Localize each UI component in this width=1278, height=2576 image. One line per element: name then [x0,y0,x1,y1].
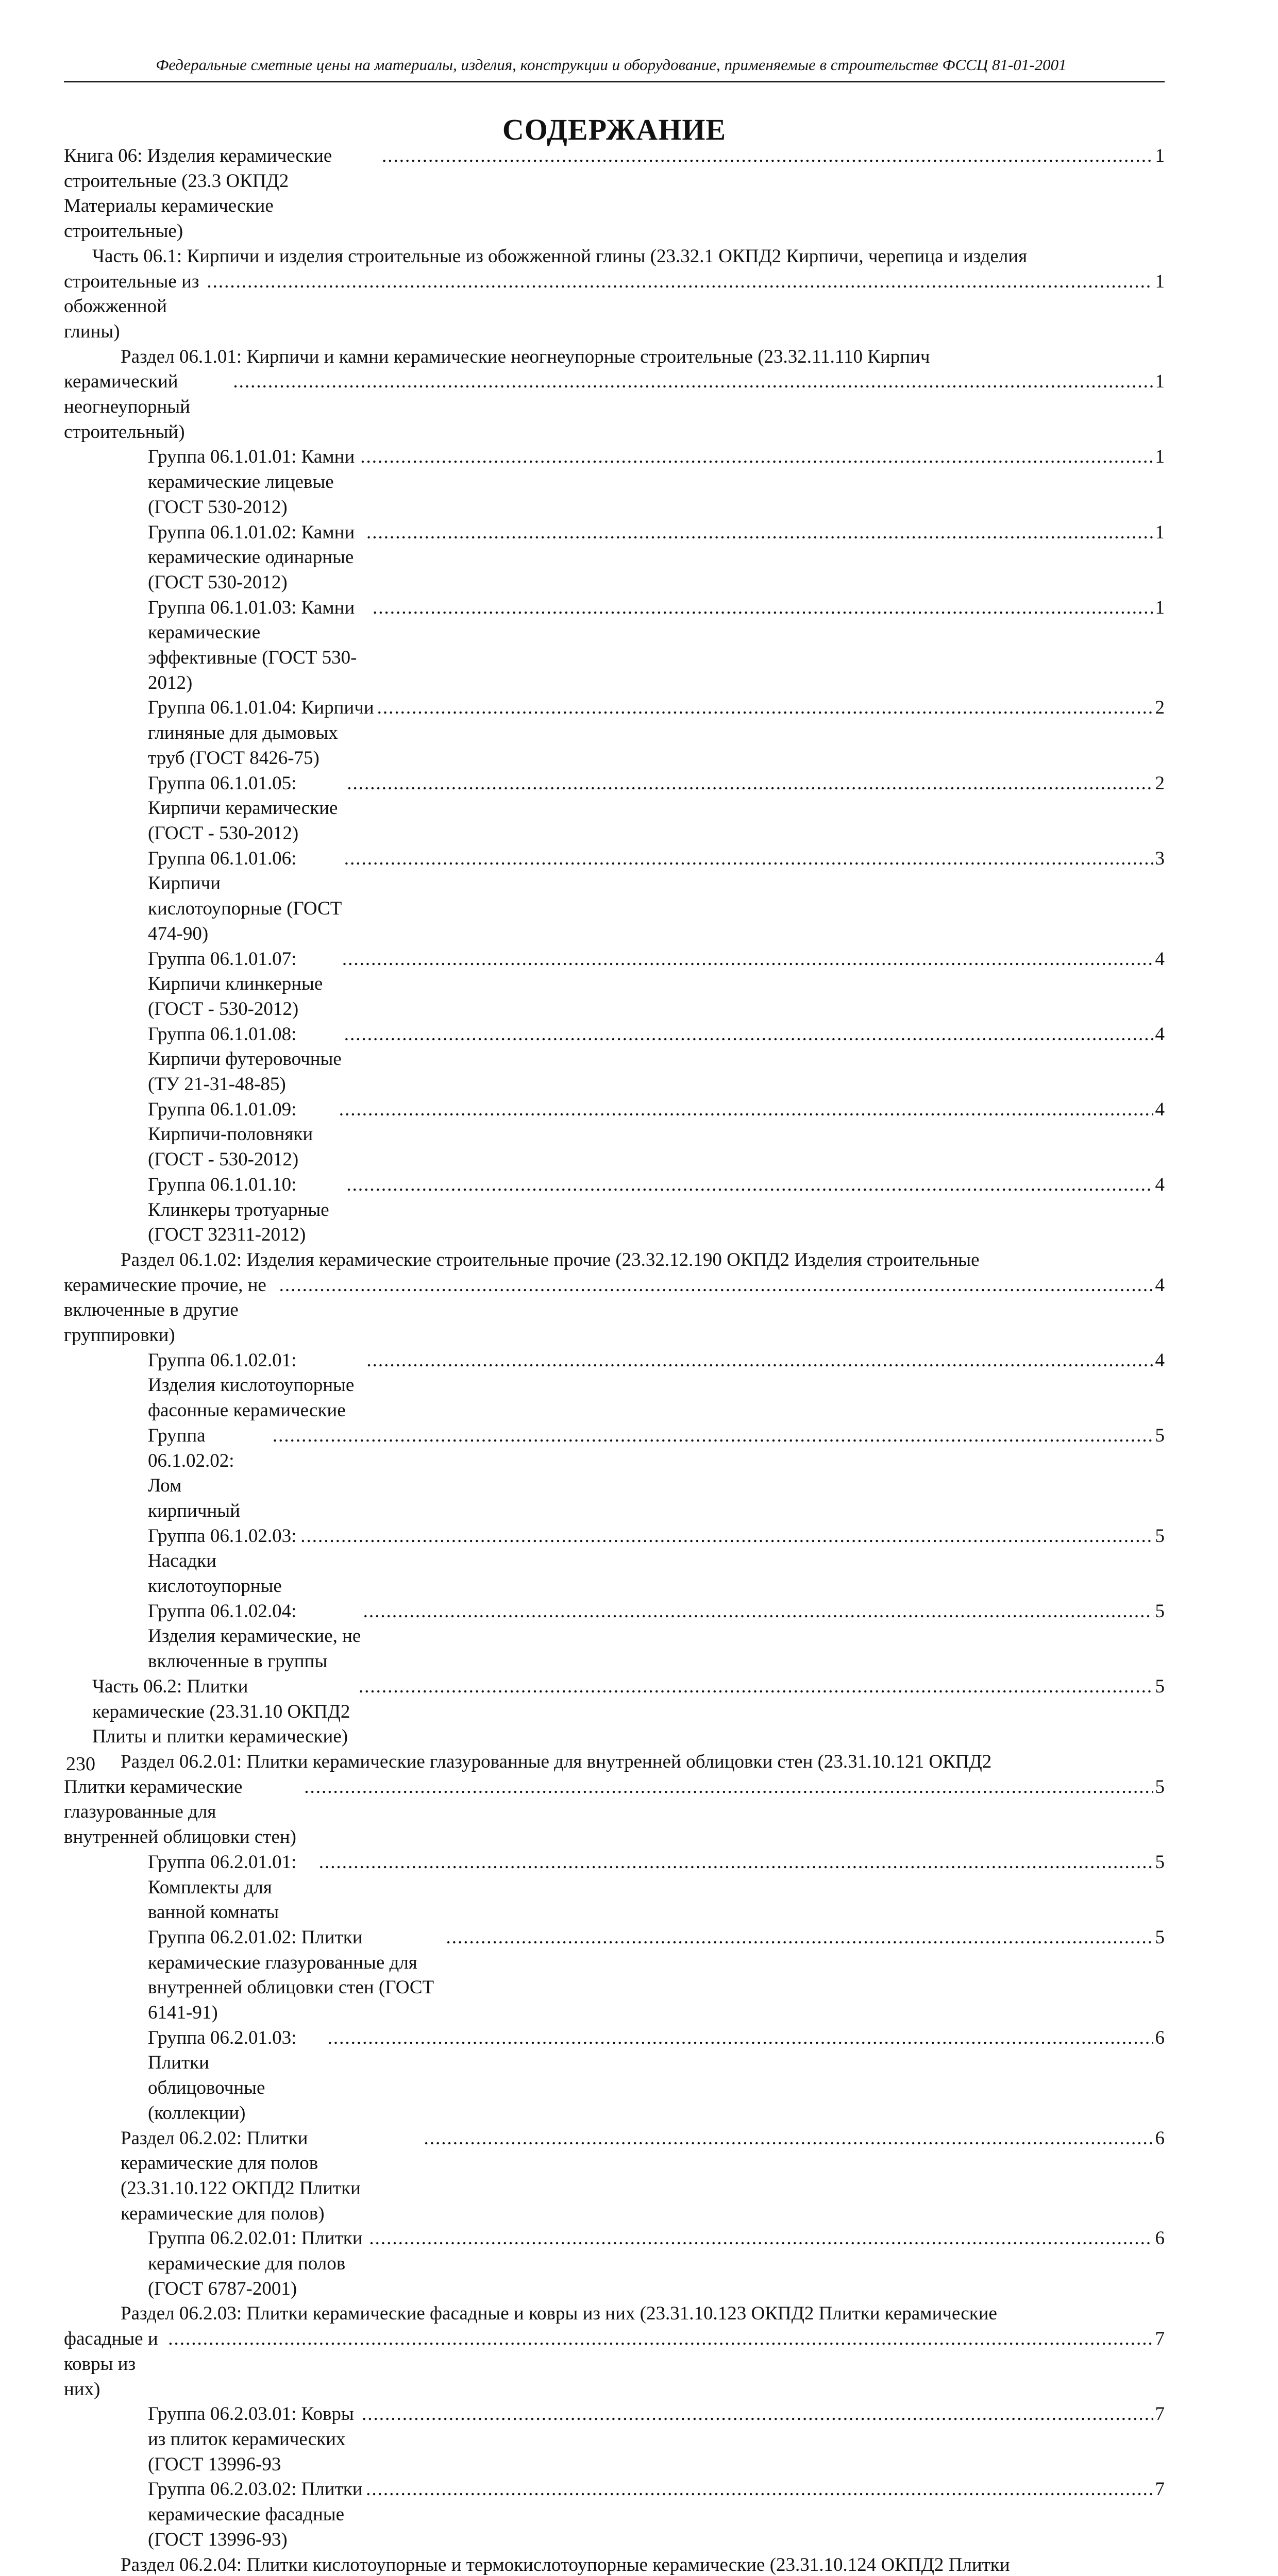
dot-leader [373,596,1153,621]
toc-entry-text: Группа 06.1.02.01: Изделия кислотоупорные фасонные керамические [148,1348,364,1423]
toc-entry-text: Группа 06.2.01.01: Комплекты для ванной комнаты [148,1850,317,1925]
toc-page-number: 6 [1155,2126,1165,2151]
toc-entry[interactable] [64,1097,1165,1173]
toc-entry-text: Раздел 06.2.04: Плитки кислотоупорные и термокислотоупорные керамические (23.31.10.124 ОКПД2 Плитки [121,2553,1010,2576]
toc-entry-text: Группа 06.1.01.06: Кирпичи кислотоупорные (ГОСТ 474-90) [148,846,342,947]
dot-leader [339,1097,1153,1123]
toc-entry[interactable] [64,1173,1165,1248]
toc-page-number: 1 [1155,144,1165,169]
toc-entry-text: Раздел 06.1.02: Изделия керамические строительные прочие (23.32.12.190 ОКПД2 Изделия строительные [121,1248,980,1273]
toc-page-number: 7 [1155,2402,1165,2427]
toc-page-number: 7 [1155,2327,1165,2352]
toc-page-number: 2 [1155,771,1165,796]
toc-entry-text: керамический неогнеупорный строительный) [64,369,231,445]
dot-leader [363,1599,1153,1624]
dot-leader [366,2477,1153,2502]
toc-page-number: 4 [1155,1097,1165,1123]
toc-page-number: 4 [1155,1022,1165,1047]
toc-page-number: 1 [1155,269,1165,295]
toc-entry[interactable] [64,771,1165,846]
toc-entry-text: Группа 06.1.02.03: Насадки кислотоупорные [148,1524,298,1599]
toc-entry-text: Группа 06.1.01.01: Камни керамические лицевые (ГОСТ 530-2012) [148,445,358,520]
toc-page-number: 4 [1155,947,1165,972]
toc-page-number: 3 [1155,846,1165,872]
toc-page-number: 5 [1155,1599,1165,1624]
toc-entry-text: Группа 06.1.02.02: Лом кирпичный [148,1423,271,1524]
toc-entry[interactable] [64,2402,1165,2477]
toc-entry-text: Часть 06.2: Плитки керамические (23.31.10 ОКПД2 Плиты и плитки керамические) [92,1674,357,1750]
toc-page-number: 6 [1155,2226,1165,2251]
toc-page-number: 4 [1155,1273,1165,1298]
toc-entry[interactable] [64,1674,1165,1750]
toc-entry[interactable] [64,947,1165,1022]
toc-entry[interactable] [64,1022,1165,1097]
toc-entry[interactable] [64,144,1165,244]
toc-page-number: 1 [1155,369,1165,395]
toc-entry-text: Часть 06.1: Кирпичи и изделия строительные из обожженной глины (23.32.1 ОКПД2 Кирпичи, черепица и изделия [92,244,1027,269]
dot-leader [424,2126,1153,2151]
dot-leader [344,1022,1153,1047]
dot-leader [300,1524,1153,1549]
toc-page-number: 4 [1155,1348,1165,1374]
toc-entry-text: Раздел 06.2.01: Плитки керамические глазурованные для внутренней облицовки стен (23.31.10.121 ОКПД2 [121,1750,991,1775]
dot-leader [346,1173,1153,1198]
toc-page-number: 5 [1155,1925,1165,1951]
toc-entry[interactable] [64,1348,1165,1423]
toc-page-number: 5 [1155,1423,1165,1449]
toc-entry[interactable] [64,2126,1165,2227]
toc-entry[interactable] [64,2477,1165,2552]
table-of-contents [64,144,1165,2576]
toc-entry-text: Группа 06.2.01.03: Плитки облицовочные (коллекции) [148,2026,326,2126]
toc-entry[interactable] [64,1248,1165,1348]
toc-entry-text: Группа 06.1.01.10: Клинкеры тротуарные (ГОСТ 32311-2012) [148,1173,344,1248]
toc-entry[interactable] [64,596,1165,696]
toc-page-number: 1 [1155,596,1165,621]
dot-leader [359,1674,1153,1700]
toc-entry-text: Группа 06.1.01.03: Камни керамические эффективные (ГОСТ 530-2012) [148,596,371,696]
toc-entry[interactable] [64,696,1165,771]
dot-leader [366,520,1153,546]
toc-entry-text: Группа 06.1.02.04: Изделия керамические, не включенные в группы [148,1599,361,1674]
header-rule [64,81,1165,82]
toc-entry[interactable] [64,520,1165,596]
toc-entry-text: Книга 06: Изделия керамические строительные (23.3 ОКПД2 Материалы керамические строительные) [64,144,380,244]
toc-entry-text: керамические прочие, не включенные в другие группировки) [64,1273,277,1348]
toc-page-number: 6 [1155,2026,1165,2051]
dot-leader [382,144,1153,169]
toc-entry-text: Группа 06.1.01.08: Кирпичи футеровочные (ТУ 21-31-48-85) [148,1022,342,1097]
dot-leader [328,2026,1153,2051]
dot-leader [446,1925,1153,1951]
toc-entry[interactable] [64,2301,1165,2402]
running-header: Федеральные сметные цены на материалы, изделия, конструкции и оборудование, применяемые в строительстве ФССЦ 81-01-2001 [64,56,1158,74]
dot-leader [342,947,1153,972]
page-title: СОДЕРЖАНИЕ [64,112,1165,147]
toc-entry[interactable] [64,2026,1165,2126]
dot-leader [273,1423,1153,1449]
toc-page-number: 2 [1155,696,1165,721]
toc-entry[interactable] [64,1750,1165,1850]
toc-entry[interactable] [64,1599,1165,1674]
toc-page-number: 1 [1155,520,1165,546]
toc-entry-text: Раздел 06.1.01: Кирпичи и камни керамические неогнеупорные строительные (23.32.11.110 Кирпич [121,345,930,370]
toc-entry-text: Раздел 06.2.02: Плитки керамические для полов (23.31.10.122 ОКПД2 Плитки керамические для полов) [121,2126,422,2227]
page-number: 230 [66,1753,95,1775]
toc-entry-text: Группа 06.1.01.09: Кирпичи-половняки (ГОСТ - 530-2012) [148,1097,337,1173]
toc-page-number: 1 [1155,445,1165,470]
toc-entry-text: Группа 06.1.01.02: Камни керамические одинарные (ГОСТ 530-2012) [148,520,364,596]
dot-leader [207,269,1153,295]
toc-entry[interactable] [64,1524,1165,1599]
toc-page-number: 4 [1155,1173,1165,1198]
toc-entry-text: Группа 06.1.01.04: Кирпичи глиняные для дымовых труб (ГОСТ 8426-75) [148,696,375,771]
dot-leader [360,445,1153,470]
dot-leader [344,846,1153,872]
toc-page-number: 5 [1155,1850,1165,1875]
toc-entry-text: строительные из обожженной глины) [64,269,205,345]
toc-entry[interactable] [64,2226,1165,2301]
toc-page-number: 5 [1155,1674,1165,1700]
toc-entry[interactable] [64,1925,1165,2026]
toc-entry-text: Группа 06.1.01.07: Кирпичи клинкерные (ГОСТ - 530-2012) [148,947,340,1022]
dot-leader [362,2402,1153,2427]
toc-page-number: 5 [1155,1524,1165,1549]
toc-entry-text: фасадные и ковры из них) [64,2327,166,2402]
dot-leader [279,1273,1153,1298]
toc-entry-text: Плитки керамические глазурованные для внутренней облицовки стен) [64,1775,302,1850]
toc-page-number: 5 [1155,1775,1165,1800]
toc-entry[interactable] [64,1850,1165,1925]
toc-entry[interactable] [64,345,1165,445]
dot-leader [168,2327,1153,2352]
toc-entry-text: Группа 06.1.01.05: Кирпичи керамические (ГОСТ - 530-2012) [148,771,345,846]
dot-leader [347,771,1153,796]
dot-leader [369,2226,1153,2251]
dot-leader [304,1775,1153,1800]
toc-entry-text: Группа 06.2.03.02: Плитки керамические фасадные (ГОСТ 13996-93) [148,2477,364,2552]
toc-entry-text: Группа 06.2.01.02: Плитки керамические глазурованные для внутренней облицовки стен (ГОСТ 6141-91) [148,1925,444,2026]
dot-leader [366,1348,1153,1374]
toc-page-number: 7 [1155,2477,1165,2502]
dot-leader [233,369,1153,395]
toc-entry-text: Раздел 06.2.03: Плитки керамические фасадные и ковры из них (23.31.10.123 ОКПД2 Плитки керамические [121,2301,997,2327]
toc-entry[interactable] [64,846,1165,947]
toc-entry-text: Группа 06.2.03.01: Ковры из плиток керамических (ГОСТ 13996-93 [148,2402,360,2477]
dot-leader [319,1850,1153,1875]
toc-entry-text: Группа 06.2.02.01: Плитки керамические для полов (ГОСТ 6787-2001) [148,2226,367,2301]
toc-entry[interactable] [64,2553,1165,2576]
toc-entry[interactable] [64,1423,1165,1524]
toc-entry[interactable] [64,244,1165,345]
toc-entry[interactable] [64,445,1165,520]
dot-leader [377,696,1153,721]
